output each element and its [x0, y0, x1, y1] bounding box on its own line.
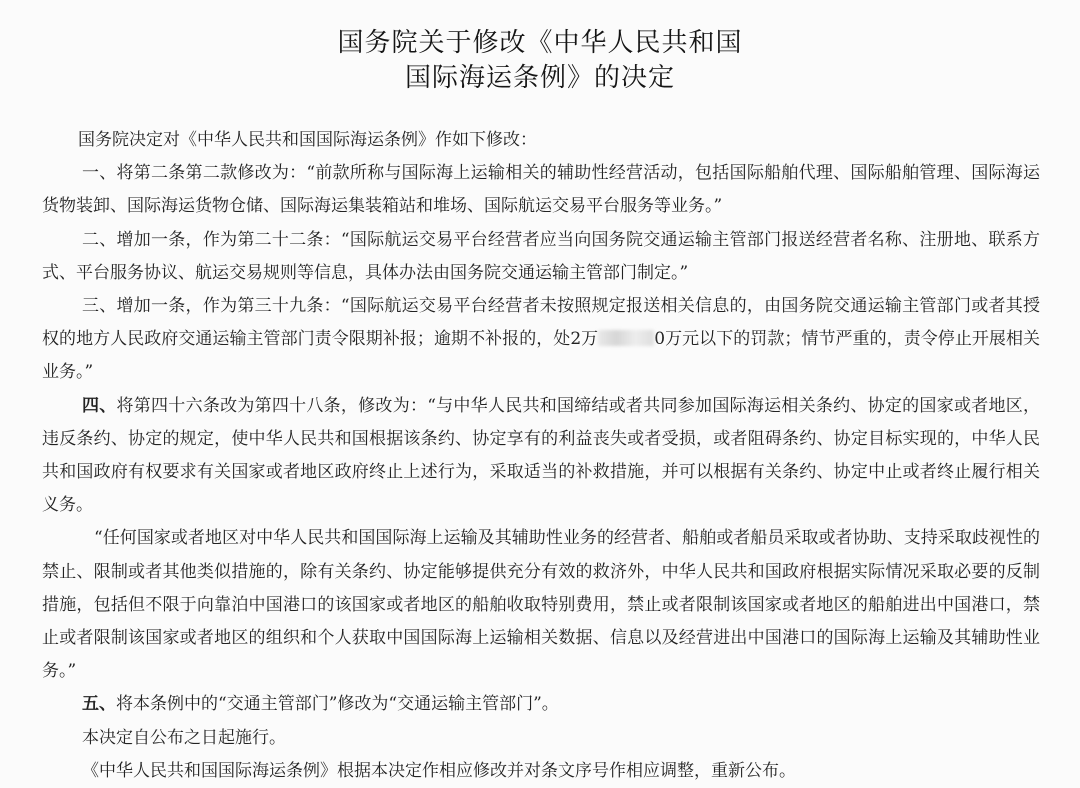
amendment-item-3-text-a: 三、增加一条，作为第三十九条：“国际航运交易平台经营者未按照规定报送相关信息的，由国务院交通运输主管部门或者其授权的地方人民政府交通运输主管部门责令限期补报；逾期不补报的，处2万	[42, 296, 1040, 350]
amendment-item-3	[42, 290, 1040, 390]
amendment-item-4-continued: “任何国家或者地区对中华人民共和国国际海上运输及其辅助性业务的经营者、船舶或者船员采取或者协助、支持采取歧视性的禁止、限制或者其他类似措施的，除有关条约、协定能够提供充分有效的救济外，中华人民共和国政府根据实际情况采取必要的反制措施，包括但不限于向靠泊中国港口的该国家或者地区的船舶收取特别费用，禁止或者限制该国家或者地区的船舶进出中国港口，禁止或者限制该国家或者地区的组织和个人获取中国国际海上运输相关数据、信息以及经营进出中国港口的国际海上运输及其辅助性业务。”	[42, 528, 1040, 682]
document-body	[42, 124, 1040, 788]
amendment-item-3-text-b: 0万元以下的罚款；情节严重的，责令停止开展相关业务。”	[42, 329, 1040, 383]
intro-paragraph: 国务院决定对《中华人民共和国国际海运条例》作如下修改：	[78, 130, 537, 150]
redacted-amount-blur	[598, 330, 654, 346]
amendment-item-5-number: 五、	[82, 694, 116, 715]
amendment-item-5	[42, 688, 1040, 721]
amendment-item-2: 二、增加一条，作为第二十二条：“国际航运交易平台经营者应当向国务院交通运输主管部门报送经营者名称、注册地、联系方式、平台服务协议、航运交易规则等信息，具体办法由国务院交通运输主管部门制定。”	[42, 229, 1040, 283]
closing-paragraph: 《中华人民共和国国际海运条例》根据本决定作相应修改并对条文序号作相应调整，重新公布。	[82, 760, 796, 781]
amendment-item-4-number: 四、	[82, 395, 117, 416]
amendment-item-5-text: 将本条例中的“交通主管部门”修改为“交通运输主管部门”。	[116, 694, 559, 715]
effective-date-paragraph: 本决定自公布之日起施行。	[82, 727, 286, 748]
amendment-item-1: 一、将第二条第二款修改为：“前款所称与国际海上运输相关的辅助性经营活动，包括国际船舶代理、国际船舶管理、国际海运货物装卸、国际海运货物仓储、国际海运集装箱站和堆场、国际航运交易平台服务等业务。”	[42, 163, 1040, 217]
amendment-item-4-text: 将第四十六条改为第四十八条，修改为：“与中华人民共和国缔结或者共同参加国际海运相关条约、协定的国家或者地区，违反条约、协定的规定，使中华人民共和国根据该条约、协定享有的利益丧失或者受损，或者阻碍条约、协定目标实现的，中华人民共和国政府有权要求有关国家或者地区政府终止上述行为，采取适当的补救措施，并可以根据有关条约、协定中止或者终止履行相关义务。	[42, 395, 1040, 516]
document-title-line1: 国务院关于修改《中华人民共和国	[337, 28, 743, 58]
document-title-line2: 国际海运条例》的决定	[404, 63, 675, 93]
amendment-item-4	[42, 390, 1040, 523]
